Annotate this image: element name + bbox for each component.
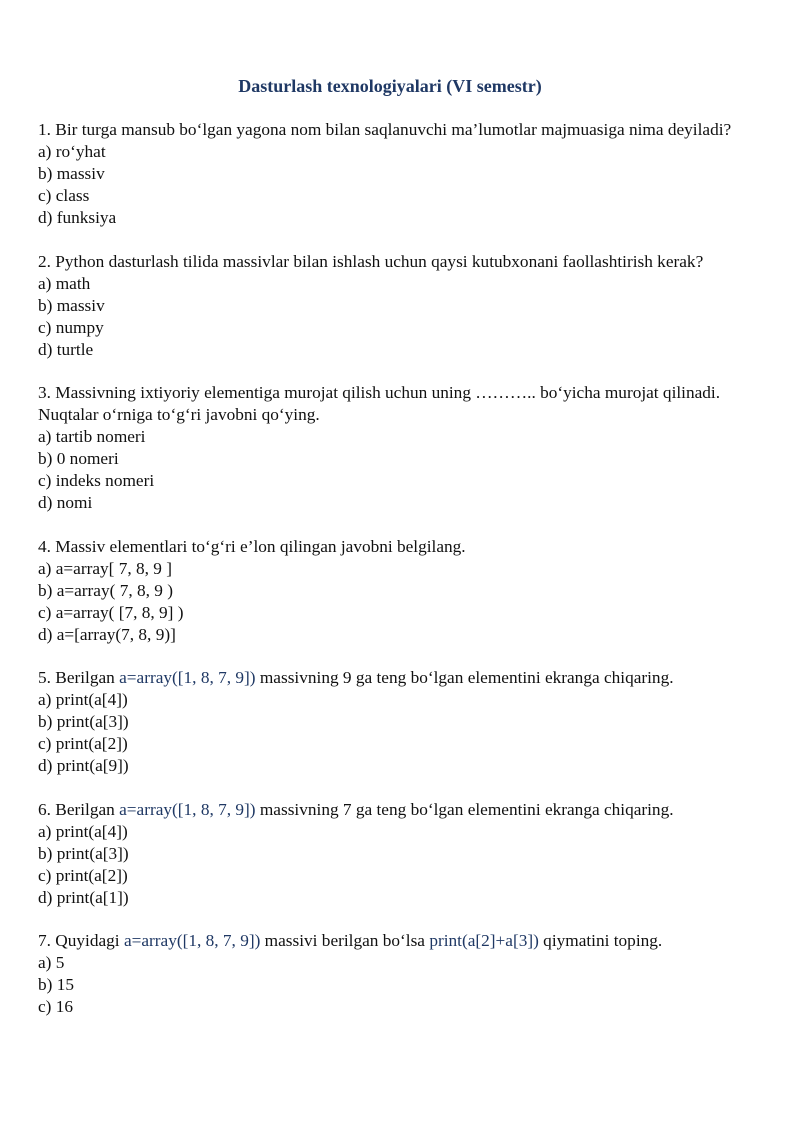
option-c: c) a=array( [7, 8, 9] ) — [38, 602, 184, 622]
option-b: b) 0 nomeri — [38, 449, 119, 468]
question-suffix: qiymatini toping. — [538, 931, 663, 950]
code-snippet-2: print(a[2]+a[3]) — [429, 931, 539, 950]
option-c: c) print(a[2]) — [38, 865, 128, 885]
question-list — [38, 119, 758, 1040]
option-b: b) 15 — [38, 975, 74, 994]
question-number: 7. — [38, 931, 51, 950]
question-middle: massivi berilgan bo‘lsa — [260, 931, 430, 950]
question-1-text — [38, 119, 758, 141]
question-5-text — [38, 667, 758, 689]
question-number: 3. — [38, 383, 51, 402]
option-a: a) tartib nomeri — [38, 427, 146, 446]
question-2 — [38, 251, 758, 361]
question-3-text — [38, 382, 758, 426]
question-7 — [38, 930, 758, 1018]
question-6 — [38, 799, 758, 909]
question-body: Bir turga mansub bo‘lgan yagona nom bilan saqlanuvchi ma’lumotlar majmuasiga nima deyiladi? — [55, 120, 732, 139]
option-b: b) massiv — [38, 295, 105, 315]
question-number: 2. — [38, 251, 51, 271]
option-b: b) a=array( 7, 8, 9 ) — [38, 580, 173, 600]
question-number: 4. — [38, 536, 51, 556]
code-snippet: a=array([1, 8, 7, 9]) — [123, 931, 261, 950]
option-a: a) print(a[4]) — [38, 690, 128, 709]
option-a: a) a=array[ 7, 8, 9 ] — [38, 558, 173, 578]
option-d: d) nomi — [38, 493, 93, 512]
code-snippet: a=array([1, 8, 7, 9]) — [119, 799, 256, 819]
option-c: c) class — [38, 186, 90, 205]
question-5 — [38, 667, 758, 777]
question-3 — [38, 382, 758, 514]
option-c: c) print(a[2]) — [38, 734, 128, 753]
option-a: a) print(a[4]) — [38, 821, 128, 841]
option-c: c) 16 — [38, 997, 74, 1016]
option-d: d) turtle — [38, 339, 94, 359]
question-2-text — [38, 251, 758, 273]
document-title: Dasturlash texnologiyalari (VI semestr) — [238, 76, 542, 96]
question-1 — [38, 119, 758, 229]
option-a: a) 5 — [38, 953, 65, 972]
option-a: a) math — [38, 273, 91, 293]
question-number: 6. — [38, 799, 51, 819]
question-6-text — [38, 799, 758, 821]
question-4-text — [38, 536, 758, 558]
option-d: d) print(a[1]) — [38, 887, 129, 907]
question-body: Massivning ixtiyoriy elementiga murojat qilish uchun uning ……….. bo‘yicha murojat qilinadi. Nuqtalar o‘rniga to‘g‘ri javobni qo‘ying. — [38, 383, 721, 424]
option-b: b) print(a[3]) — [38, 843, 129, 863]
option-b: b) print(a[3]) — [38, 712, 129, 731]
option-a: a) ro‘yhat — [38, 142, 106, 161]
option-c: c) indeks nomeri — [38, 471, 155, 490]
question-number: 1. — [38, 120, 51, 139]
code-snippet: a=array([1, 8, 7, 9]) — [119, 668, 256, 687]
option-c: c) numpy — [38, 317, 104, 337]
option-d: d) print(a[9]) — [38, 756, 129, 775]
question-7-text — [38, 930, 758, 952]
question-body: Python dasturlash tilida massivlar bilan ishlash uchun qaysi kutubxonani faollashtirish kerak? — [55, 251, 704, 271]
question-body: Massiv elementlari to‘g‘ri e’lon qilingan javobni belgilang. — [55, 536, 466, 556]
question-prefix: Quyidagi — [55, 931, 124, 950]
question-prefix: Berilgan — [55, 668, 120, 687]
question-4 — [38, 536, 758, 646]
option-d: d) funksiya — [38, 208, 117, 227]
question-suffix: massivning 7 ga teng bo‘lgan elementini ekranga chiqaring. — [255, 799, 674, 819]
question-suffix: massivning 9 ga teng bo‘lgan elementini ekranga chiqaring. — [255, 668, 674, 687]
question-number: 5. — [38, 668, 51, 687]
option-b: b) massiv — [38, 164, 105, 183]
question-prefix: Berilgan — [55, 799, 120, 819]
option-d: d) a=[array(7, 8, 9)] — [38, 624, 176, 644]
